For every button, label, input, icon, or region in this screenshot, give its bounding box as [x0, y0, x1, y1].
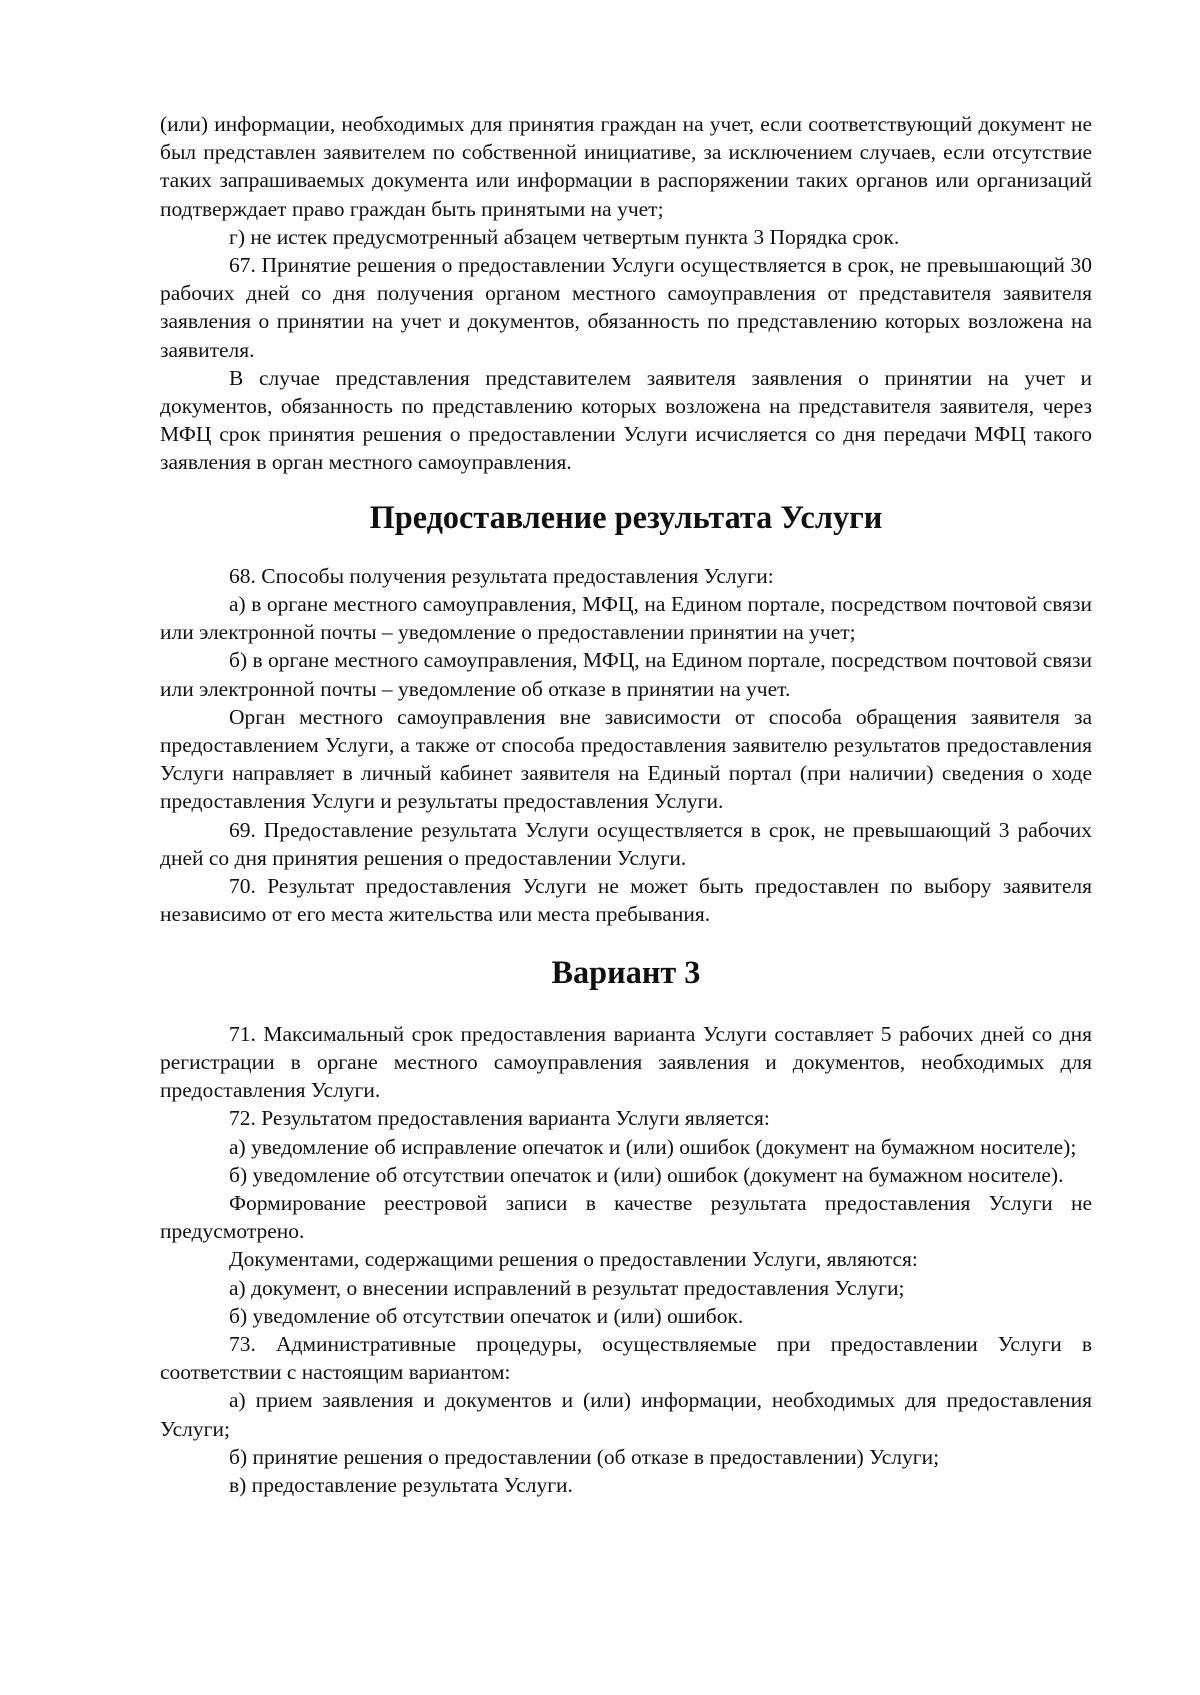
paragraph-personal-cabinet: Орган местного самоуправления вне зависимости от способа обращения заявителя за предоставлением Услуги, а также от способа предоставления заявителю результатов предоставления Услуги направляет в личный кабинет заявителя на Единый портал (при наличии) сведения о ходе предоставления Услуги и результаты предоставления Услуги. — [160, 704, 1092, 814]
paragraph-72: 72. Результатом предоставления варианта Услуги является: — [229, 1106, 770, 1131]
section-heading-result: Предоставление результата Услуги — [369, 498, 883, 535]
paragraph-73-c: в) предоставление результата Услуги. — [229, 1472, 573, 1497]
paragraph-68: 68. Способы получения результата предоставления Услуги: — [229, 563, 774, 588]
paragraph-decision-documents: Документами, содержащими решения о предоставлении Услуги, являются: — [229, 1247, 918, 1272]
paragraph-decision-documents-b: б) уведомление об отсутствии опечаток и (или) ошибок. — [229, 1303, 744, 1328]
paragraph-mfc-deadline: В случае представления представителем заявителя заявления о принятии на учет и документов, обязанность по представлению которых возложена на представителя заявителя, через МФЦ срок принятия решения о предоставлении Услуги исчисляется со дня передачи МФЦ такого заявления в орган местного самоуправления. — [160, 365, 1092, 475]
paragraph-decision-documents-a: а) документ, о внесении исправлений в результат предоставления Услуги; — [229, 1275, 905, 1300]
document-page — [160, 110, 1092, 1499]
paragraph-71: 71. Максимальный срок предоставления варианта Услуги составляет 5 рабочих дней со дня регистрации в органе местного самоуправления заявления и документов, необходимых для предоставления Услуги. — [160, 1021, 1092, 1103]
paragraph-70: 70. Результат предоставления Услуги не может быть предоставлен по выбору заявителя независимо от его места жительства или места пребывания. — [160, 874, 1092, 927]
paragraph-73: 73. Административные процедуры, осуществляемые при предоставлении Услуги в соответствии с настоящим вариантом: — [160, 1331, 1092, 1385]
paragraph-72-b: б) уведомление об отсутствии опечаток и (или) ошибок (документ на бумажном носителе). — [229, 1162, 1064, 1187]
paragraph-69: 69. Предоставление результата Услуги осуществляется в срок, не превышающий 3 рабочих дней со дня принятия решения о предоставлении Услуги. — [160, 817, 1092, 870]
paragraph-registry-record: Формирование реестровой записи в качестве результата предоставления Услуги не предусмотрено. — [160, 1190, 1092, 1244]
paragraph-68-b: б) в органе местного самоуправления, МФЦ, на Едином портале, посредством почтовой связи или электронной почты – уведомление об отказе в принятии на учет. — [160, 648, 1092, 701]
paragraph-72-a: а) уведомление об исправление опечаток и (или) ошибок (документ на бумажном носителе); — [229, 1134, 1077, 1159]
paragraph-continuation: (или) информации, необходимых для принятия граждан на учет, если соответствующий документ не был представлен заявителем по собственной инициативе, за исключением случаев, если отсутствие таких запрашиваемых документа или информации в распоряжении таких органов или организаций подтверждает право граждан быть принятыми на учет; — [160, 112, 1092, 221]
paragraph-68-a: а) в органе местного самоуправления, МФЦ, на Едином портале, посредством почтовой связи или электронной почты – уведомление о предоставлении принятии на учет; — [160, 592, 1092, 645]
section-heading-variant-3: Вариант 3 — [551, 954, 701, 991]
paragraph-item-g: г) не истек предусмотренный абзацем четвертым пункта 3 Порядка срок. — [229, 224, 900, 249]
paragraph-73-a: а) прием заявления и документов и (или) информации, необходимых для предоставления Услуги; — [160, 1388, 1092, 1441]
paragraph-73-b: б) принятие решения о предоставлении (об отказе в предоставлении) Услуги; — [229, 1444, 940, 1469]
paragraph-67: 67. Принятие решения о предоставлении Услуги осуществляется в срок, не превышающий 30 рабочих дней со дня получения органом местного самоуправления от представителя заявителя заявления о принятии на учет и документов, обязанность по представлению которых возложена на заявителя. — [160, 253, 1092, 362]
